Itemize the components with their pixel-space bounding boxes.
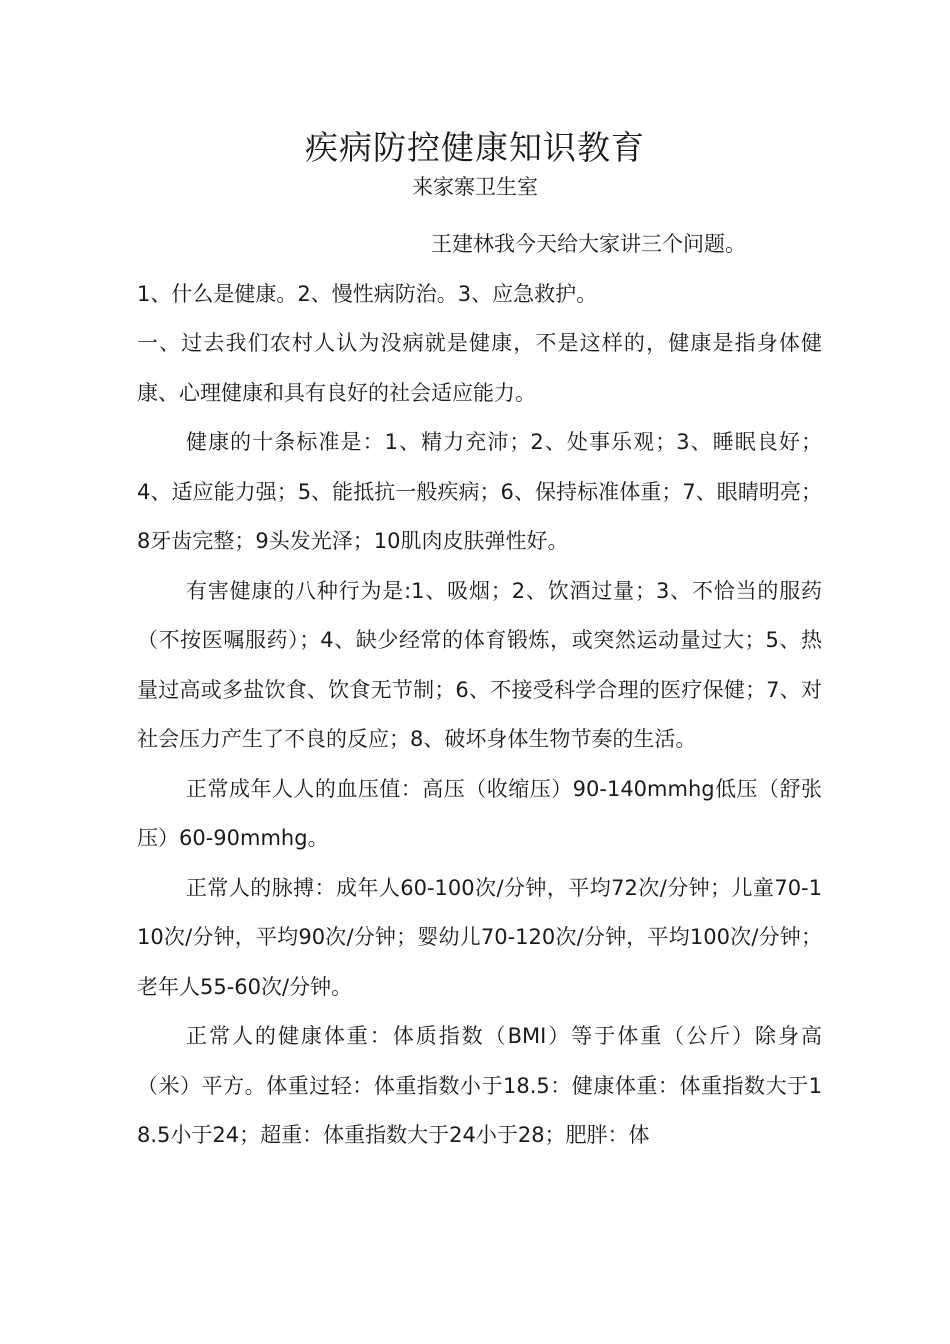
document-title: 疾病防控健康知识教育 <box>305 128 645 168</box>
harmful-behaviors-paragraph: 有害健康的八种行为是:1、吸烟；2、饮酒过量；3、不恰当的服药（不按医嘱服药）；4、缺少经常的体育锻炼，或突然运动量过大；5、热量过高或多盐饮食、饮食无节制；6、不接受科学合理的医疗保健；7、对社会压力产生了不良的反应；8、破坏身体生物节奏的生活。 <box>137 578 822 751</box>
blood-pressure-paragraph: 正常成年人人的血压值：高压（收缩压）90-140mmhg低压（舒张压）60-90mmhg。 <box>137 776 822 850</box>
pulse-paragraph: 正常人的脉搏：成年人60-100次/分钟，平均72次/分钟；儿童70-110次/分钟，平均90次/分钟；婴幼儿70-120次/分钟，平均100次/分钟；老年人55-60次/分钟。 <box>137 875 822 999</box>
document-subtitle: 来家寨卫生室 <box>412 175 538 199</box>
topics-paragraph: 1、什么是健康。2、慢性病防治。3、应急救护。 <box>137 281 598 306</box>
intro-paragraph: 王建林我今天给大家讲三个问题。 <box>431 232 746 256</box>
health-standards-paragraph: 健康的十条标准是：1、精力充沛；2、处事乐观；3、睡眠良好；4、适应能力强；5、能抵抗一般疾病；6、保持标准体重；7、眼睛明亮；8牙齿完整；9头发光泽；10肌肉皮肤弹性好。 <box>137 430 822 553</box>
healthy-weight-paragraph: 正常人的健康体重：体质指数（BMI）等于体重（公斤）除身高（米）平方。体重过轻：体重指数小于18.5：健康体重：体重指数大于18.5小于24；超重：体重指数大于24小于28；肥胖：体 <box>137 1024 822 1147</box>
document-body <box>137 220 822 1161</box>
health-definition-paragraph: 一、过去我们农村人认为没病就是健康，不是这样的，健康是指身体健康、心理健康和具有良好的社会适应能力。 <box>137 331 822 405</box>
